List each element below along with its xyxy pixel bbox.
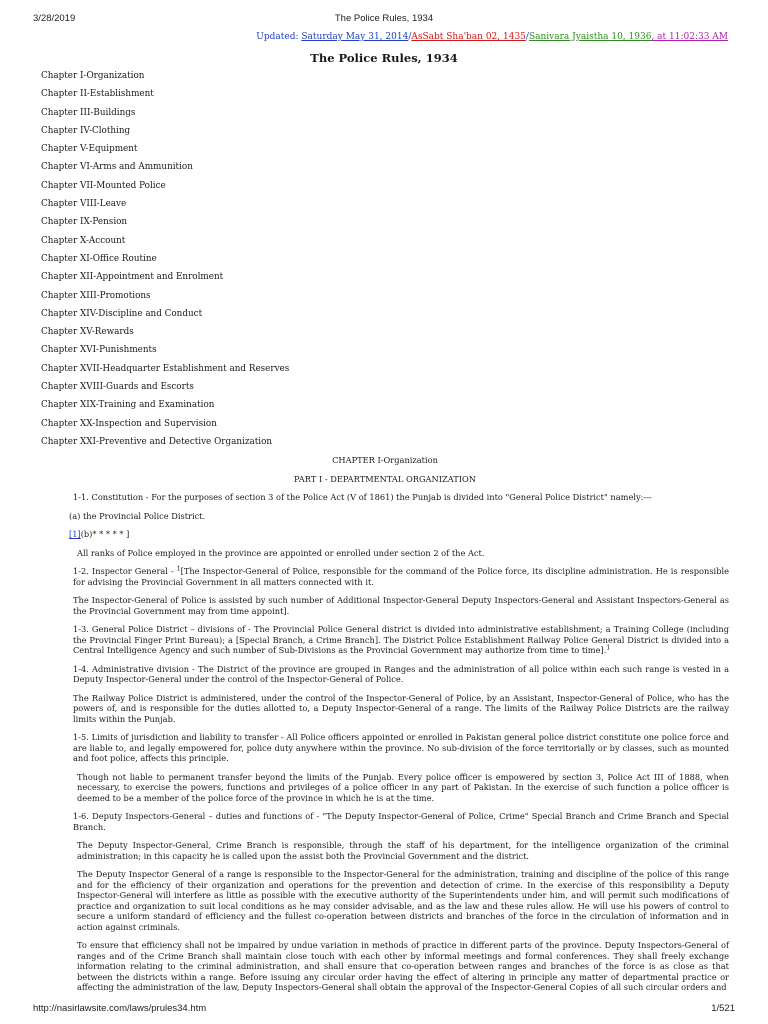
toc-item[interactable] (41, 125, 289, 143)
updated-line: Updated: Saturday May 31, 2014/AsSabt Sha'ban 02, 1435/Sanivara Jyaistha 10, 1936, at 11:02:33 AM (256, 32, 728, 42)
toc-link[interactable]: Chapter III-Buildings (41, 107, 136, 118)
rule-1-1: 1-1. Constitution - For the purposes of section 3 of the Police Act (V of 1861) the Punjab is divided into "General Police District" namely:--- (73, 492, 652, 502)
footnote-mark: 1 (176, 565, 181, 573)
rule-1-4: 1-4. Administrative division - The District of the province are grouped in Ranges and the administration of all police within each such range is vested in a Deputy Inspector-General under the control of the Inspector-General of Police. (73, 663, 729, 684)
toc-item[interactable] (41, 436, 289, 454)
updated-time-link[interactable]: , at 11:02:33 AM (651, 32, 728, 42)
print-page-number: 1/521 (711, 1003, 735, 1014)
part-heading: PART I - DEPARTMENTAL ORGANIZATION (294, 473, 476, 484)
rule-1-2: 1-2. Inspector General - $^1$[The Inspector-General of Police, responsible for the command of the Police force, its discipline administration. He is responsible for advising the Provincial Government in all matters connected with it. (73, 565, 729, 587)
all-ranks-paragraph: All ranks of Police employed in the province are appointed or enrolled under section 2 of the Act. (77, 547, 485, 558)
toc-item[interactable] (41, 308, 289, 326)
print-date: 3/28/2019 (33, 13, 76, 24)
toc-item[interactable] (41, 418, 289, 436)
clause-a: (a) the Provincial Police District. (69, 510, 206, 521)
toc-link[interactable]: Chapter II-Establishment (41, 89, 154, 100)
footnote-mark: 1 (606, 644, 611, 652)
rule-1-2-continued: The Inspector-General of Police is assisted by such number of Additional Inspector-General Deputy Inspectors-General and Assistant Inspectors-General as the Provincial Government may from time appoint]. (73, 595, 729, 616)
toc-link[interactable]: Chapter XI-Office Routine (41, 253, 157, 264)
toc-link[interactable]: Chapter VI-Arms and Ammunition (41, 162, 193, 173)
toc-link[interactable]: Chapter XVI-Punishments (41, 345, 157, 356)
table-of-contents (41, 70, 289, 454)
toc-link[interactable]: Chapter V-Equipment (41, 144, 138, 155)
toc-item[interactable] (41, 88, 289, 106)
print-page-title: The Police Rules, 1934 (334, 13, 434, 24)
toc-item[interactable] (41, 143, 289, 161)
toc-link[interactable]: Chapter XIV-Discipline and Conduct (41, 308, 203, 319)
document-body (41, 455, 729, 1001)
toc-item[interactable] (41, 216, 289, 234)
toc-link[interactable]: Chapter VII-Mounted Police (41, 180, 166, 191)
toc-item[interactable] (41, 70, 289, 88)
rule-1-6: 1-6. Deputy Inspectors-General – duties and functions of - "The Deputy Inspector-General of Police, Crime" Special Branch and Crime Branch and Special Branch. (73, 811, 729, 832)
updated-gregorian-link[interactable]: Saturday May 31, 2014 (301, 32, 409, 42)
toc-link[interactable]: Chapter XII-Appointment and Enrolment (41, 272, 224, 283)
print-url: http://nasirlawsite.com/laws/prules34.htm (33, 1003, 207, 1014)
rule-1-5: 1-5. Limits of jurisdiction and liability to transfer - All Police officers appointed or enrolled in Pakistan general police district constitute one police force and are liable to, and legally empowered for, police duty anywhere within the province. No sub-division of the force territorially or by classes, such as mounted and foot police, affects this principle. (73, 732, 729, 763)
toc-link[interactable]: Chapter XVIII-Guards and Escorts (41, 382, 194, 393)
toc-item[interactable] (41, 161, 289, 179)
toc-item[interactable] (41, 381, 289, 399)
toc-link[interactable]: Chapter IX-Pension (41, 217, 128, 228)
toc-link[interactable]: Chapter XIX-Training and Examination (41, 400, 215, 411)
chapter-heading: CHAPTER I-Organization (332, 455, 438, 465)
toc-link[interactable]: Chapter XV-Rewards (41, 327, 134, 338)
updated-bikrami-link[interactable]: Sanivara Jyaistha 10, 1936 (528, 32, 652, 42)
toc-link[interactable]: Chapter IV-Clothing (41, 125, 131, 136)
toc-item[interactable] (41, 180, 289, 198)
rule-1-6-efficiency: To ensure that efficiency shall not be impaired by undue variation in methods of practice in different parts of the province. Deputy Inspectors-General of ranges and of the Crime Branch shall maintain close touch with each other by informal meetings and formal conferences. They shall freely exchange information relating to the criminal administration, and shall ensure that co-operation between ranges and branches of the force is as close as that between the districts within a range. Before issuing any circular order having the effect of altering in principle any matter of departmental practice or affecting the administration of the law, Deputy Inspectors-General shall obtain the approval of the Inspector-General Copies of all such circular orders and (77, 940, 729, 992)
toc-link[interactable]: Chapter XXI-Preventive and Detective Organization (41, 436, 273, 447)
document-title: The Police Rules, 1934 (310, 51, 458, 65)
rule-1-6-crime-branch: The Deputy Inspector-General, Crime Branch is responsible, through the staff of his department, for the intelligence organization of the criminal administration; in this capacity he is called upon the assist both the Provincial Government and the district. (77, 840, 729, 861)
toc-link[interactable]: Chapter X-Account (41, 235, 126, 246)
toc-item[interactable] (41, 326, 289, 344)
toc-link[interactable]: Chapter XIII-Promotions (41, 290, 151, 301)
toc-item[interactable] (41, 235, 289, 253)
footnote-link[interactable]: [1] (69, 529, 81, 539)
toc-link[interactable]: Chapter VIII-Leave (41, 199, 127, 210)
toc-item[interactable] (41, 399, 289, 417)
toc-link[interactable]: Chapter I-Organization (41, 71, 145, 81)
toc-item[interactable] (41, 290, 289, 308)
rule-1-5-continued: Though not liable to permanent transfer beyond the limits of the Punjab. Every police officer is empowered by section 3, Police Act III of 1888, when necessary, to exercise the powers, functions and privileges of a police officer in any part of Pakistan. In the exercise of such function a police officer is deemed to be a member of the police force of the province in which he is at the time. (77, 771, 729, 803)
toc-item[interactable] (41, 271, 289, 289)
clause-b-text: (b)* * * * * ] (80, 529, 130, 539)
updated-hijri-link[interactable]: AsSabt Sha'ban 02, 1435 (411, 32, 526, 42)
toc-item[interactable] (41, 344, 289, 362)
toc-link[interactable]: Chapter XX-Inspection and Supervision (41, 418, 217, 429)
rule-1-4-continued: The Railway Police District is administered, under the control of the Inspector-General of Police, by an Assistant, Inspector-General of Police, who has the powers of, and is responsible for the duties allotted to, a Deputy Inspector-General of a range. The limits of the Railway Police Districts are the railway limits within the Punjab. (73, 692, 729, 724)
toc-link[interactable]: Chapter XVII-Headquarter Establishment and Reserves (41, 363, 290, 374)
toc-item[interactable] (41, 253, 289, 271)
toc-item[interactable] (41, 107, 289, 125)
updated-label: Updated: (256, 32, 302, 42)
toc-item[interactable] (41, 198, 289, 216)
rule-1-6-range: The Deputy Inspector General of a range is responsible to the Inspector-General for the administration, training and discipline of the police of this range and for the efficiency of their organization and operations for the prevention and detection of crime. In the exercise of this responsibility a Deputy Inspector-General will interfere as little as possible with the executive authority of the Superintendents under him, and will permit such modifications of practice and organization to suit local conditions as he may consider advisable, and as the law and these rules allow. He will use his powers of control to secure a uniform standard of efficiency and the fullest co-operation between districts and branches of the force in the circulation of information and in action against criminals. (77, 869, 729, 932)
toc-item[interactable] (41, 363, 289, 381)
clause-b (41, 529, 729, 540)
rule-1-3: 1-3. General Police District – divisions of - The Provincial Police General district is divided into administrative establishment; a Training College (including the Provincial Finger Print Bureau); a [Special Branch, a Crime Branch]. The District Police Establishment Railway Police General District is divided into a Central Intelligence Agency and such number of Sub-Divisions as the Provincial Government may authorize from time to time].$^1$ (73, 624, 729, 655)
